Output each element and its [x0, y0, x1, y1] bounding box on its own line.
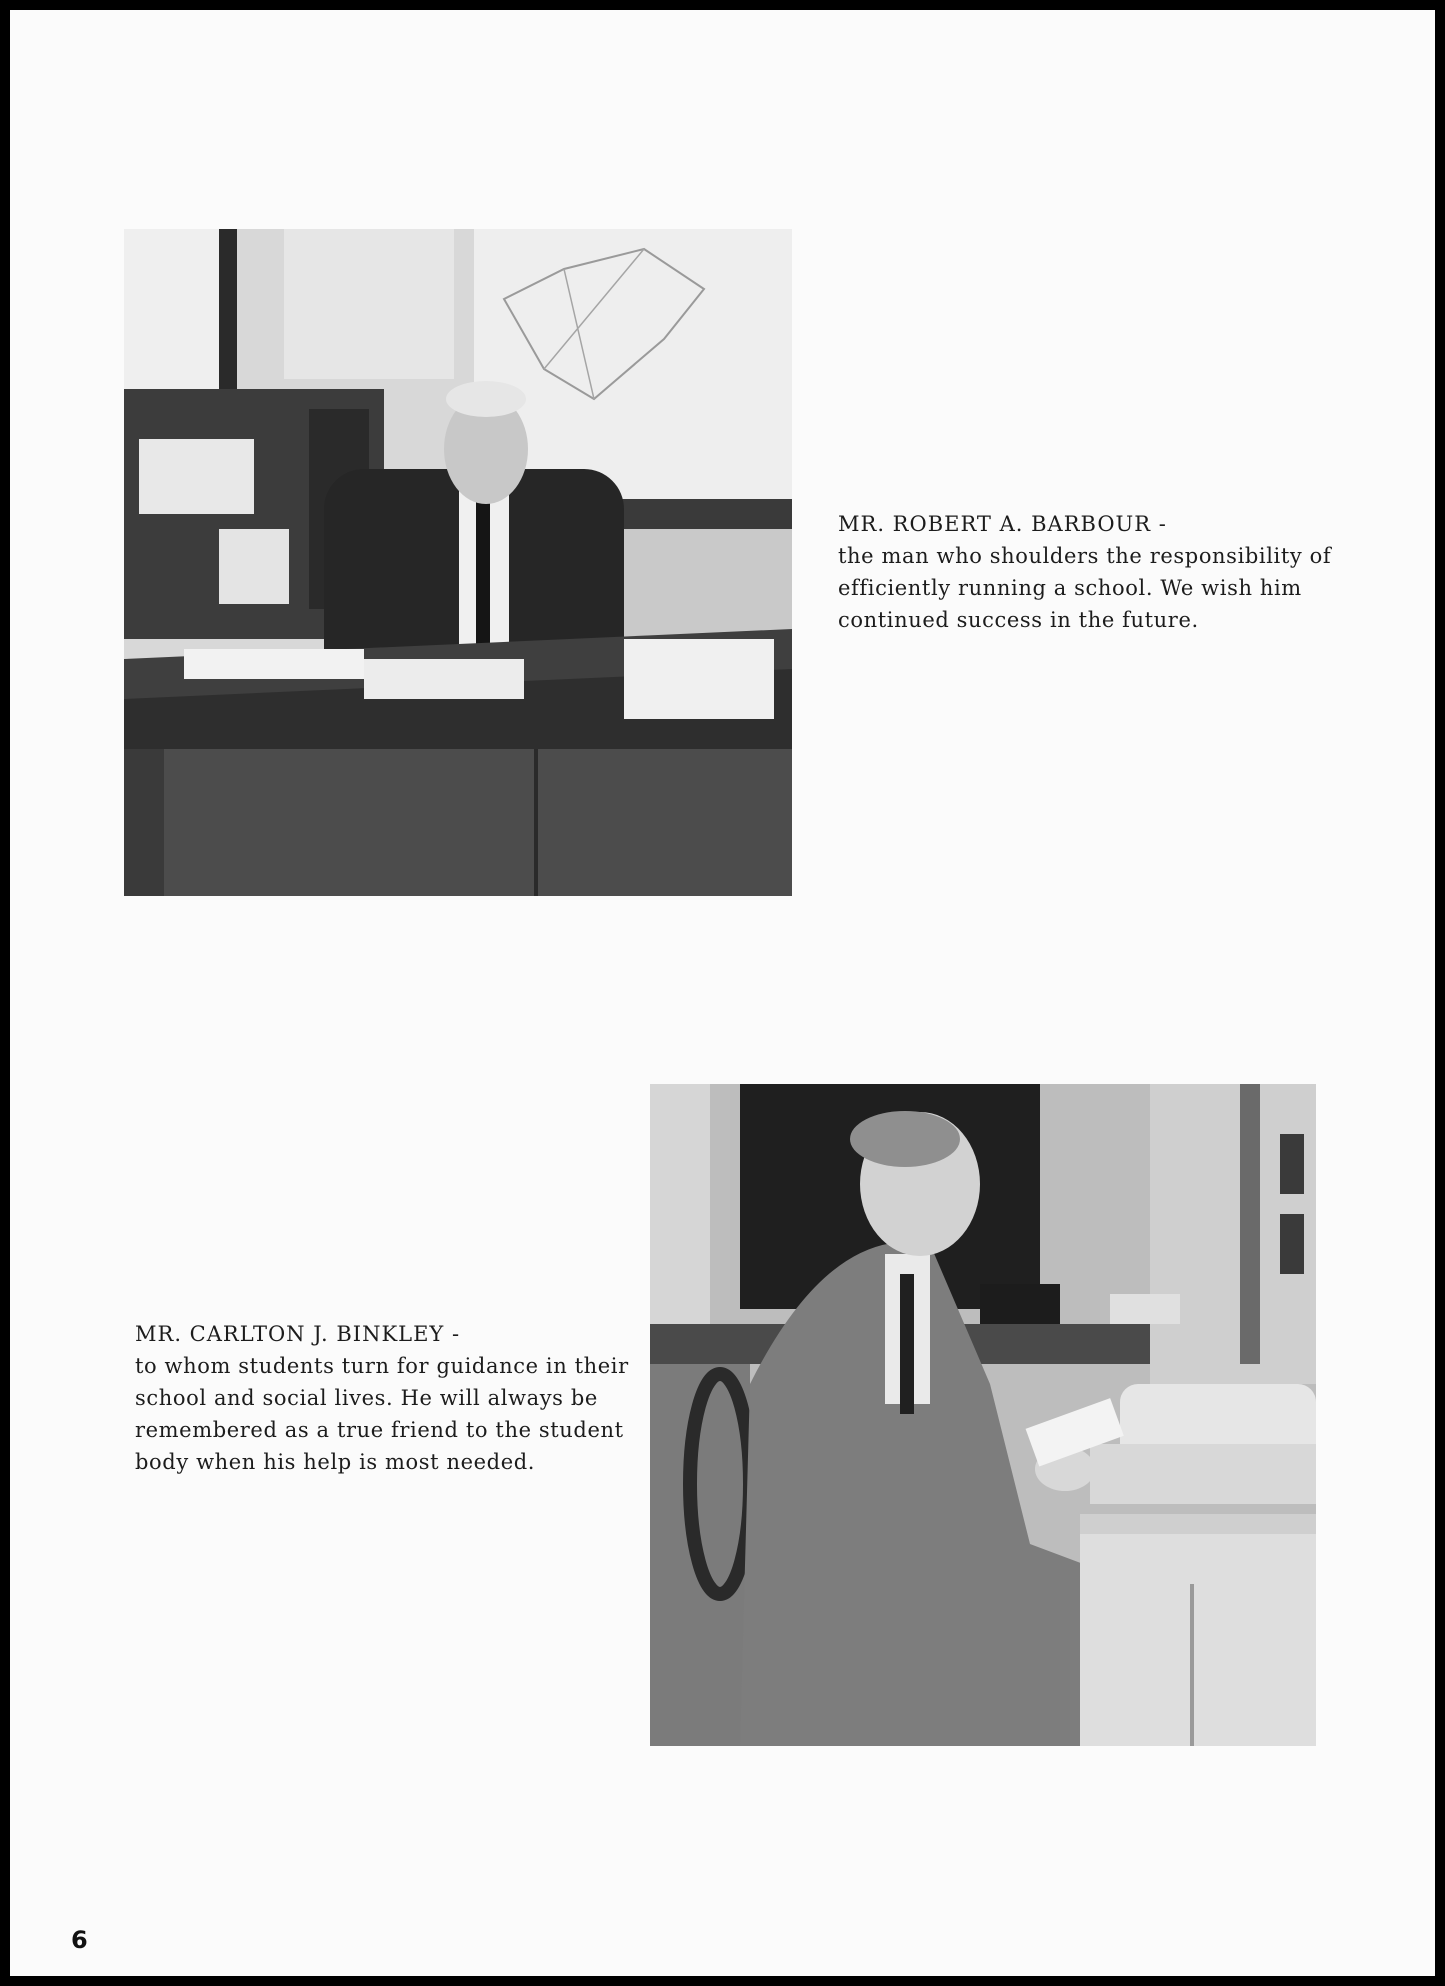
barbour-caption	[838, 508, 1358, 636]
barbour-caption-line-3: continued success in the future.	[838, 608, 1199, 632]
binkley-caption-line-4: body when his help is most needed.	[135, 1450, 536, 1474]
barbour-caption-line-1: the man who shoulders the responsibility of	[838, 544, 1332, 568]
binkley-caption-line-2: school and social lives. He will always be	[135, 1386, 598, 1410]
barbour-caption-line-2: efficiently running a school. We wish him	[838, 576, 1302, 600]
counselor-at-typewriter-photo	[650, 1084, 1316, 1746]
yearbook-page	[10, 10, 1435, 1976]
binkley-caption-line-3: remembered as a true friend to the student	[135, 1418, 624, 1442]
binkley-caption-line-1: to whom students turn for guidance in their	[135, 1354, 629, 1378]
barbour-name: MR. ROBERT A. BARBOUR -	[838, 512, 1167, 536]
binkley-name: MR. CARLTON J. BINKLEY -	[135, 1322, 461, 1346]
page-number: 6	[71, 1926, 88, 1954]
principal-at-desk-photo	[124, 229, 792, 896]
binkley-caption	[135, 1318, 655, 1478]
